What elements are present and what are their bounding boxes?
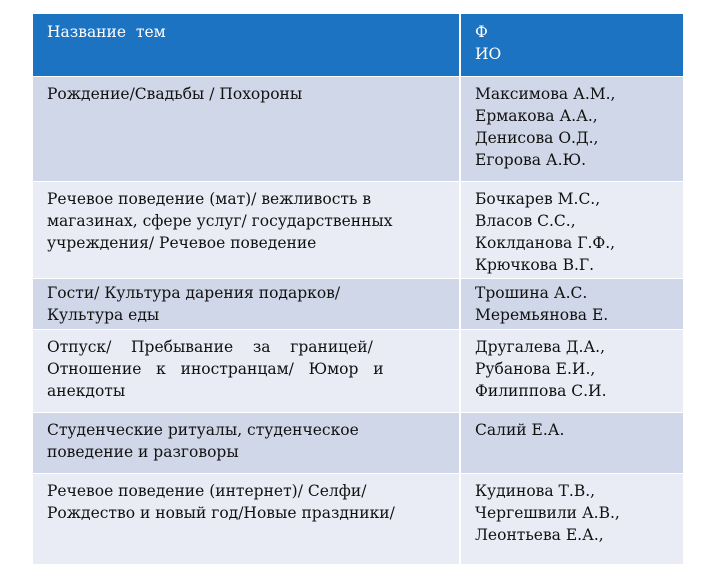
table-row <box>33 279 683 330</box>
topic-text-line: поведение и разговоры <box>47 443 239 461</box>
name-line: Рубанова Е.И., <box>475 360 596 378</box>
name-line: Филиппова С.И. <box>475 382 607 400</box>
topic-text-line: Рождество и новый год/Новые праздники/ <box>47 504 395 522</box>
table-header-row <box>33 14 683 77</box>
name-line: Власов С.С., <box>475 212 576 230</box>
topic-text-line: учреждения/ Речевое поведение <box>47 234 317 252</box>
topic-text-line: Речевое поведение (интернет)/ Селфи/ <box>47 482 367 500</box>
topic-cell <box>33 330 461 412</box>
name-line: Денисова О.Д., <box>475 129 599 147</box>
table-row <box>33 77 683 182</box>
name-line: Бочкарев М.С., <box>475 190 601 208</box>
names-cell <box>461 77 683 181</box>
topic-cell <box>33 413 461 473</box>
name-line: Ермакова А.А., <box>475 107 598 125</box>
header-topics-cell <box>33 14 461 76</box>
table-row <box>33 330 683 413</box>
names-cell <box>461 182 683 278</box>
name-line: Кудинова Т.В., <box>475 482 596 500</box>
name-line: Меремьянова Е. <box>475 306 609 324</box>
name-line: Салий Е.А. <box>475 421 565 439</box>
table-row <box>33 474 683 565</box>
topic-text-line: Студенческие ритуалы, студенческое <box>47 421 359 439</box>
names-cell <box>461 330 683 412</box>
name-line: Максимова А.М., <box>475 85 616 103</box>
topic-text-line: Отпуск/ Пребывание за границей/ <box>47 338 373 356</box>
name-line: Трошина А.С. <box>475 284 588 302</box>
topics-table <box>33 14 683 565</box>
topic-cell <box>33 182 461 278</box>
header-names-cell <box>461 14 683 76</box>
name-line: Чергешвили А.В., <box>475 504 620 522</box>
topic-text-line: Отношение к иностранцам/ Юмор и <box>47 360 384 378</box>
name-line: Крючкова В.Г. <box>475 256 595 274</box>
names-cell <box>461 474 683 564</box>
name-line: Егорова А.Ю. <box>475 151 587 169</box>
name-line: Леонтьева Е.А., <box>475 526 604 544</box>
topic-cell <box>33 474 461 564</box>
name-line: Коклданова Г.Ф., <box>475 234 616 252</box>
topic-text-line: анекдоты <box>47 382 126 400</box>
topic-text-line: магазинах, сфере услуг/ государственных <box>47 212 393 230</box>
topic-cell <box>33 77 461 181</box>
topic-text-line: Речевое поведение (мат)/ вежливость в <box>47 190 372 208</box>
topic-text-line: Культура еды <box>47 306 160 324</box>
topic-cell <box>33 279 461 329</box>
table-row <box>33 413 683 474</box>
name-line: Другалева Д.А., <box>475 338 606 356</box>
names-cell <box>461 413 683 473</box>
topic-text-line: Гости/ Культура дарения подарков/ <box>47 284 341 302</box>
table-row <box>33 182 683 279</box>
header-topics-label: Название тем <box>47 23 166 41</box>
header-names-label-line-1: Ф <box>475 23 488 41</box>
names-cell <box>461 279 683 329</box>
header-names-label-line-2: ИО <box>475 45 502 63</box>
topic-text-line: Рождение/Свадьбы / Похороны <box>47 85 303 103</box>
